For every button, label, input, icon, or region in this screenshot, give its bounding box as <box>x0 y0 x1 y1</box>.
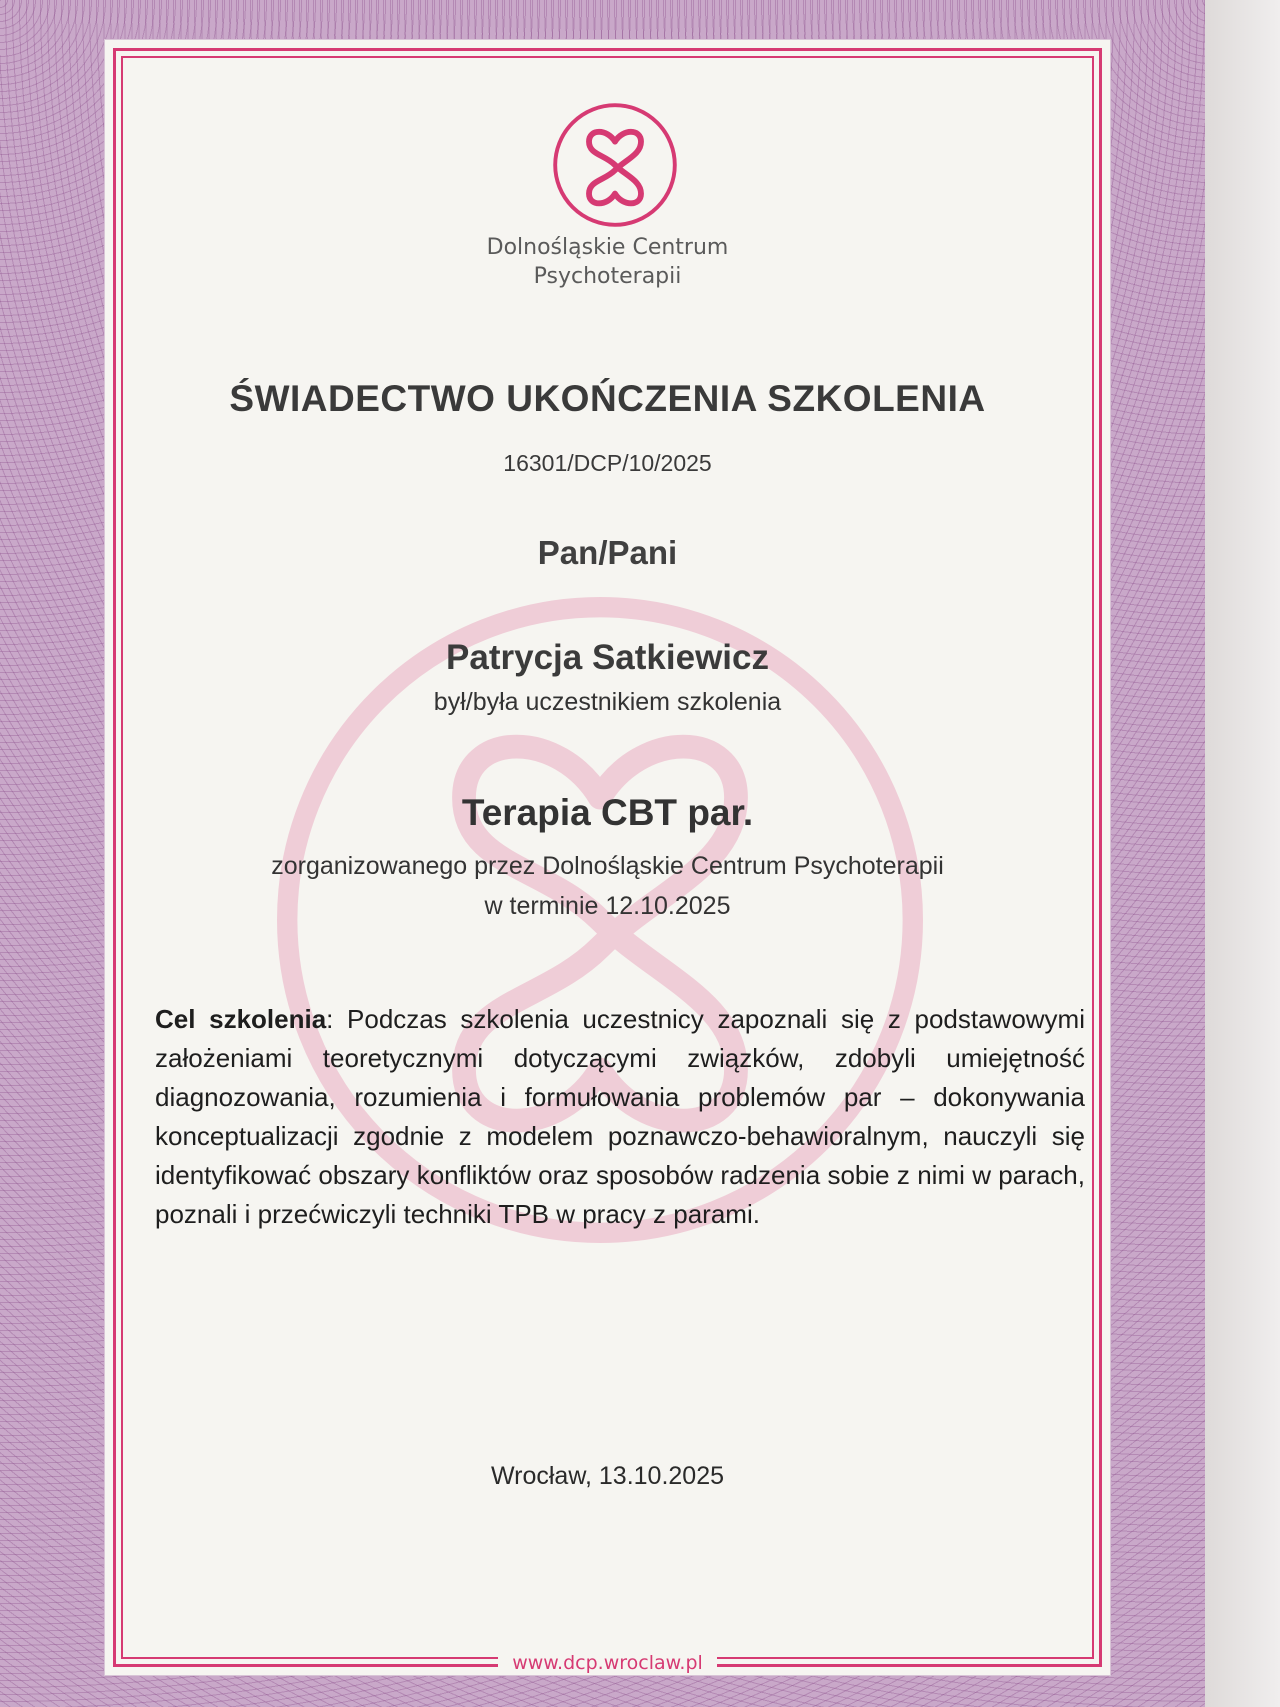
org-name-line2: Psychoterapii <box>533 264 682 289</box>
heart-knot-logo-icon <box>550 100 680 230</box>
participation-text: był/była uczestnikiem szkolenia <box>433 688 782 716</box>
salutation: Pan/Pani <box>537 534 678 571</box>
course-goal <box>155 1000 1085 1234</box>
certificate-title: ŚWIADECTWO UKOŃCZENIA SZKOLENIA <box>229 378 986 419</box>
course-date: w terminie 12.10.2025 <box>484 892 731 920</box>
footer <box>105 1652 1110 1674</box>
org-name-line1: Dolnośląskie Centrum <box>486 235 729 260</box>
participant-name: Patrycja Satkiewicz <box>446 638 769 677</box>
organized-by: zorganizowanego przez Dolnośląskie Centrum Psychoterapii <box>271 852 944 880</box>
course-name: Terapia CBT par. <box>461 792 754 833</box>
goal-text: : Podczas szkolenia uczestnicy zapoznali się z podstawowymi założeniami teoretycznymi dotyczącymi związków, zdobyli umiejętność diagnozowania, rozumienia i formułowania problemów par – dokonywania konceptualizacji zgodnie z modelem poznawczo-behawioralnym, nauczyli się identyfikować obszary konfliktów oraz sposobów radzenia sobie z nimi w parach, poznali i przećwiczyli techniki TPB w pracy z parami. <box>155 1004 1085 1229</box>
background-paper <box>1205 0 1280 1707</box>
website-link[interactable]: www.dcp.wroclaw.pl <box>498 1652 717 1674</box>
certificate-number: 16301/DCP/10/2025 <box>503 450 712 476</box>
place-date: Wrocław, 13.10.2025 <box>490 1462 725 1490</box>
certificate-sheet <box>105 40 1110 1675</box>
goal-label: Cel szkolenia <box>155 1004 327 1034</box>
